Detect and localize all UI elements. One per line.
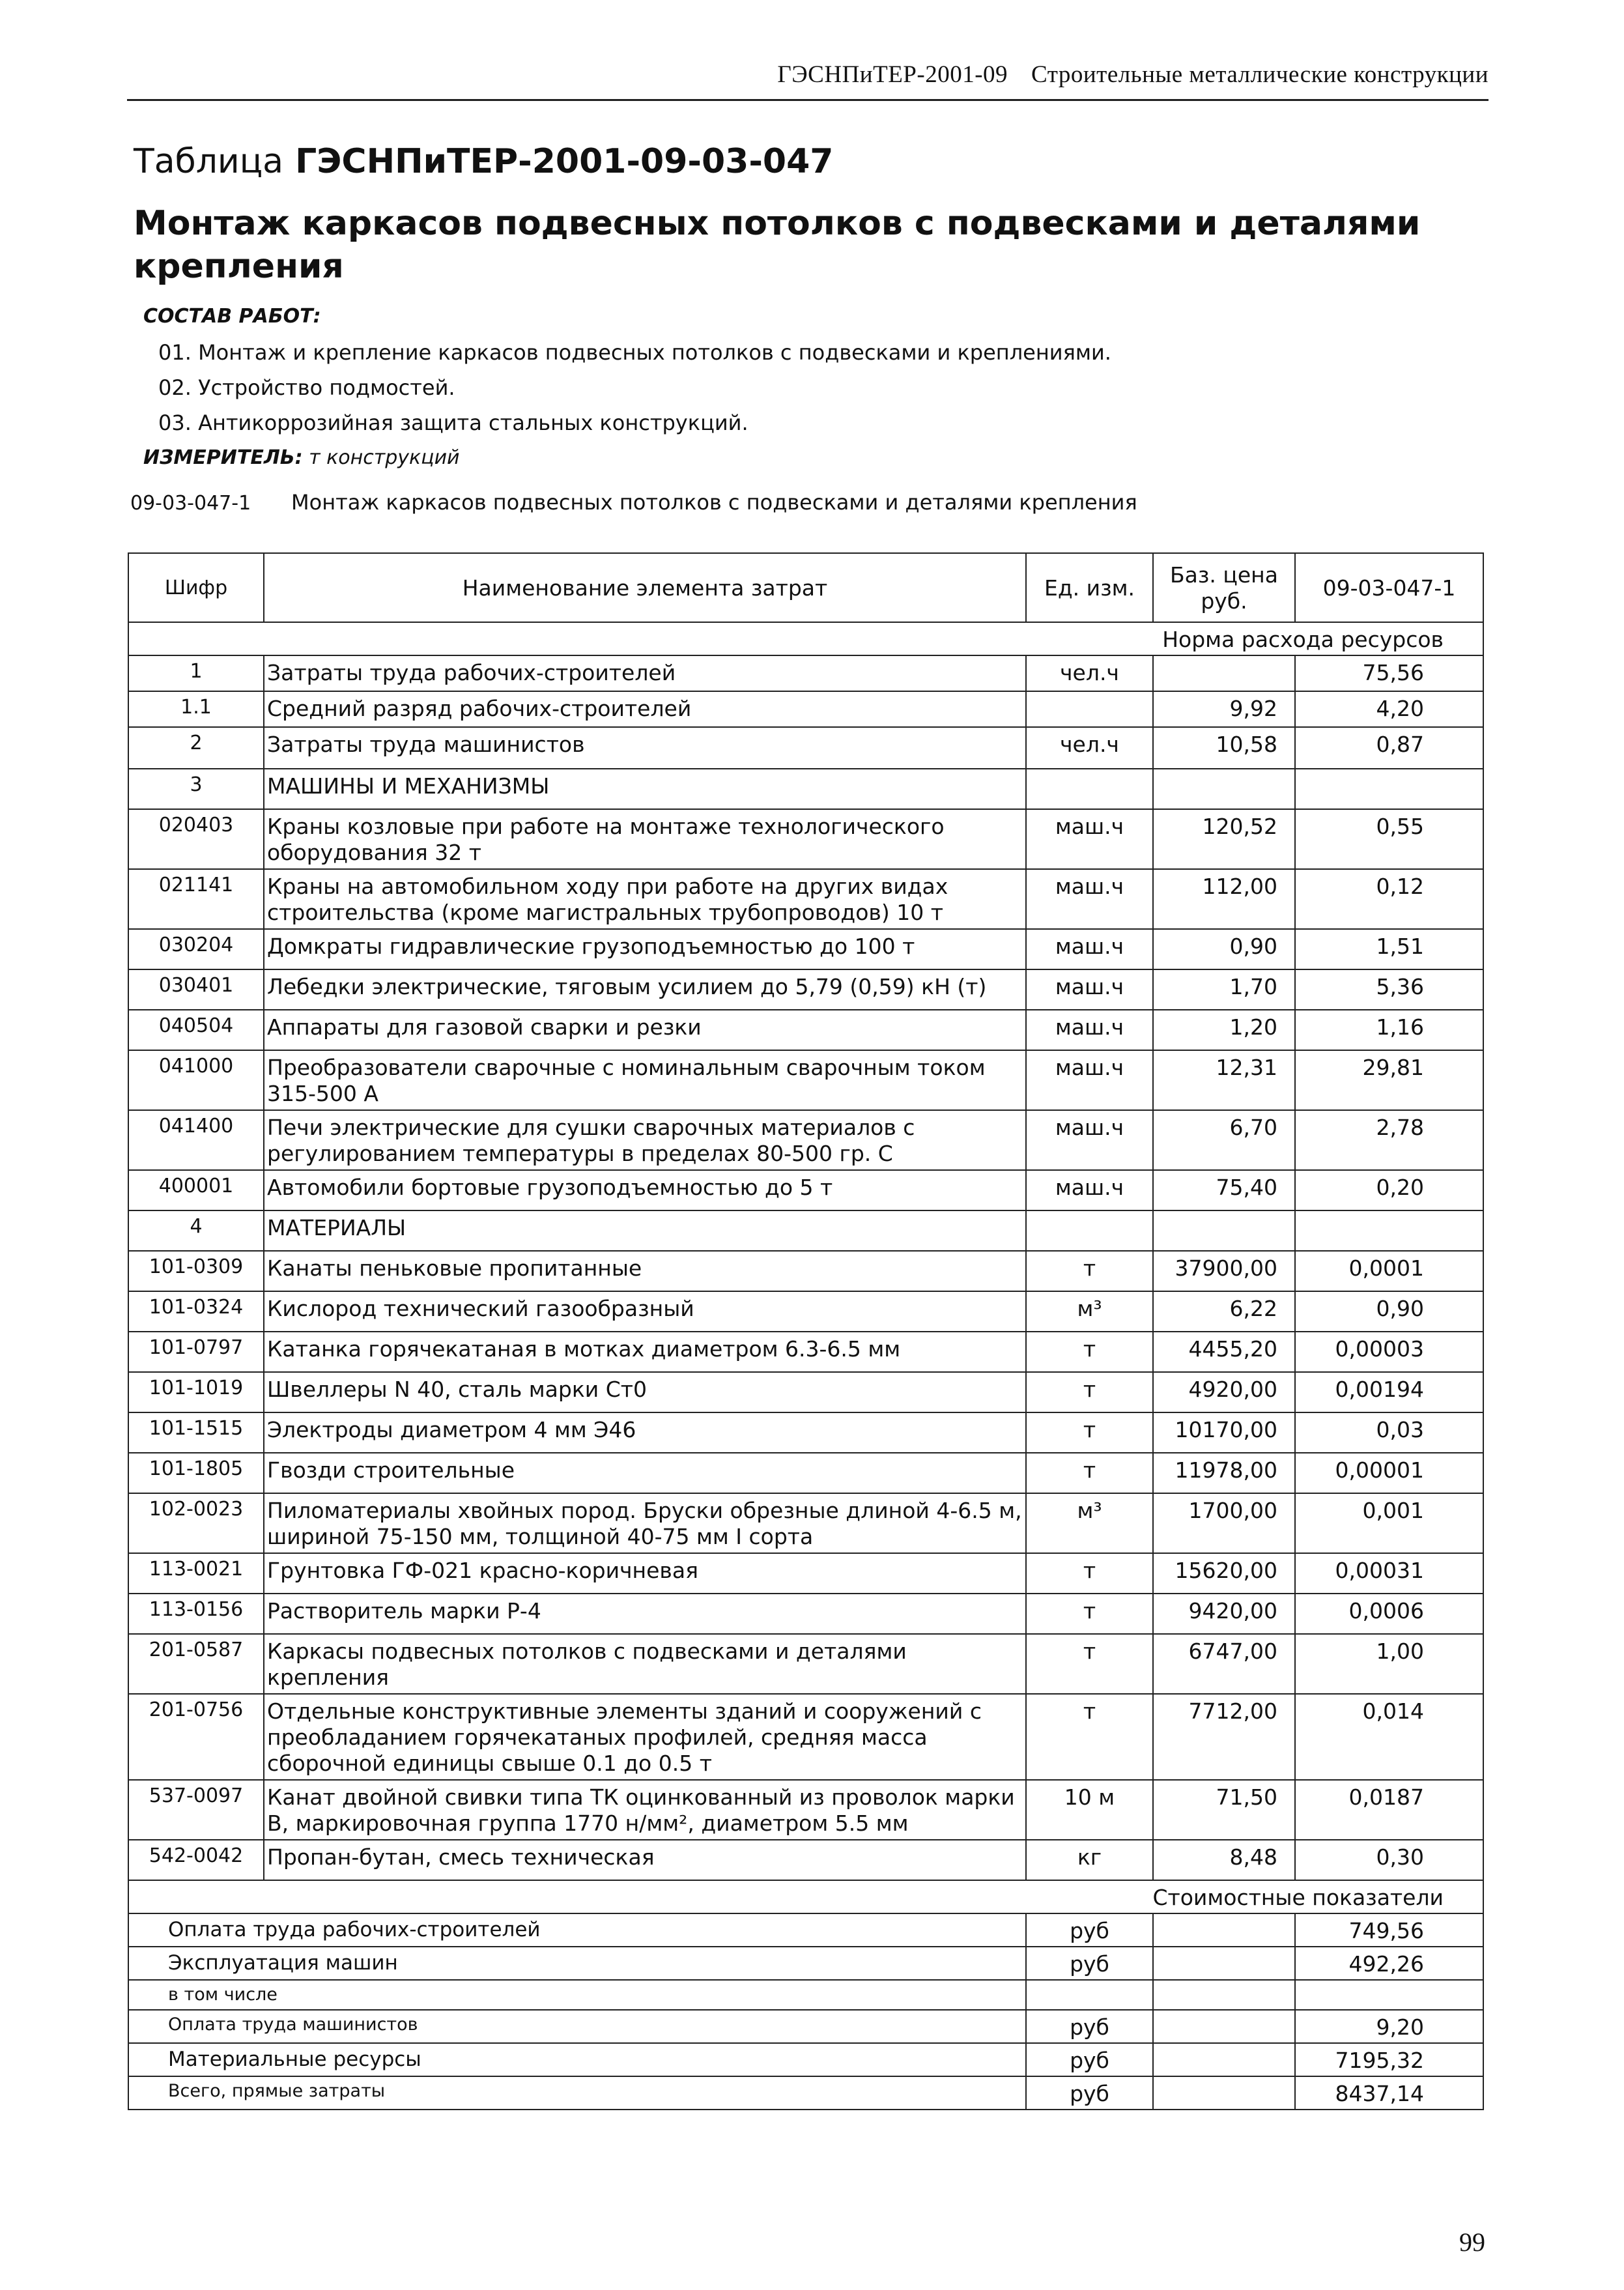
cell-price: 9,92 — [1153, 691, 1295, 727]
cell-name: Катанка горячекатаная в мотках диаметром 6.3-6.5 мм — [264, 1332, 1026, 1372]
cell-code: 020403 — [128, 809, 264, 869]
cell-unit — [1026, 769, 1153, 809]
summary-value: 492,26 — [1295, 1947, 1483, 1980]
measure-label: ИЗМЕРИТЕЛЬ: — [143, 446, 303, 469]
summary-price — [1153, 2010, 1295, 2043]
cell-code: 542-0042 — [128, 1840, 264, 1880]
cell-unit: маш.ч — [1026, 929, 1153, 969]
cell-code: 2 — [128, 727, 264, 769]
cell-price: 1,20 — [1153, 1010, 1295, 1050]
norm-code: 09-03-047-1 — [130, 492, 251, 515]
cell-unit: 10 м — [1026, 1780, 1153, 1840]
cell-name: Швеллеры N 40, сталь марки Ст0 — [264, 1372, 1026, 1412]
table-title — [134, 142, 833, 181]
summary-name: Оплата труда рабочих-строителей — [128, 1913, 1026, 1947]
summary-price — [1153, 2043, 1295, 2076]
cell-code: 1 — [128, 655, 264, 691]
table-row — [128, 1634, 1483, 1694]
summary-row — [128, 1913, 1483, 1947]
cell-value: 29,81 — [1295, 1050, 1483, 1110]
table-title-code: ГЭСНПиТЕР-2001-09-03-047 — [295, 142, 834, 181]
table-row — [128, 769, 1483, 809]
summary-unit: руб — [1026, 2043, 1153, 2076]
header-unit-cell: Ед. изм. — [1026, 553, 1153, 622]
summary-name: Оплата труда машинистов — [128, 2010, 1026, 2043]
running-header — [127, 55, 1489, 101]
summary-unit: руб — [1026, 2076, 1153, 2110]
cell-value: 0,00194 — [1295, 1372, 1483, 1412]
cell-code: 113-0021 — [128, 1553, 264, 1594]
summary-row — [128, 2076, 1483, 2110]
table-row — [128, 1780, 1483, 1840]
cell-unit: т — [1026, 1634, 1153, 1694]
cell-unit: т — [1026, 1412, 1153, 1453]
table-row — [128, 727, 1483, 769]
cell-price: 4920,00 — [1153, 1372, 1295, 1412]
cell-value: 1,51 — [1295, 929, 1483, 969]
cell-code: 400001 — [128, 1170, 264, 1210]
cell-price: 10,58 — [1153, 727, 1295, 769]
cell-price: 9420,00 — [1153, 1594, 1295, 1634]
cell-code: 030401 — [128, 969, 264, 1010]
table-row — [128, 1493, 1483, 1553]
table-row — [128, 869, 1483, 929]
summary-unit: руб — [1026, 1947, 1153, 1980]
cell-unit: маш.ч — [1026, 1110, 1153, 1170]
cell-price: 7712,00 — [1153, 1694, 1295, 1780]
header-price-cell: Баз. цена руб. — [1153, 553, 1295, 622]
cell-name: Пиломатериалы хвойных пород. Бруски обрезные длиной 4-6.5 м, шириной 75-150 мм, толщиной 40-75 мм I сорта — [264, 1493, 1026, 1553]
norm-name: Монтаж каркасов подвесных потолков с подвесками и деталями крепления — [291, 490, 1137, 515]
resource-band-row — [128, 622, 1483, 655]
cell-value: 0,0187 — [1295, 1780, 1483, 1840]
cell-value: 0,0006 — [1295, 1594, 1483, 1634]
header-code-cell: Шифр — [128, 553, 264, 622]
summary-row — [128, 1947, 1483, 1980]
composition-item-3: 03. Антикоррозийная защита стальных конструкций. — [158, 410, 748, 435]
header-value-cell: 09-03-047-1 — [1295, 553, 1483, 622]
cell-name: Преобразователи сварочные с номинальным сварочным током 315-500 А — [264, 1050, 1026, 1110]
cell-value — [1295, 1210, 1483, 1251]
cell-unit: маш.ч — [1026, 869, 1153, 929]
summary-unit — [1026, 1980, 1153, 2010]
cell-value: 0,03 — [1295, 1412, 1483, 1453]
table-subtitle: Монтаж каркасов подвесных потолков с подвесками и деталями крепления — [134, 204, 1421, 286]
cell-price — [1153, 1210, 1295, 1251]
summary-name: Эксплуатация машин — [128, 1947, 1026, 1980]
table-row — [128, 1412, 1483, 1453]
cell-name: Канат двойной свивки типа ТК оцинкованный из проволок марки В, маркировочная группа 1770 н/мм², диаметром 5.5 мм — [264, 1780, 1026, 1840]
cell-name: Грунтовка ГФ-021 красно-коричневая — [264, 1553, 1026, 1594]
cell-name: Аппараты для газовой сварки и резки — [264, 1010, 1026, 1050]
cell-unit: т — [1026, 1332, 1153, 1372]
cell-value: 0,90 — [1295, 1291, 1483, 1332]
cell-name: Канаты пеньковые пропитанные — [264, 1251, 1026, 1291]
table-row — [128, 1372, 1483, 1412]
cell-code: 041000 — [128, 1050, 264, 1110]
cell-unit: чел.ч — [1026, 655, 1153, 691]
cell-name: Затраты труда рабочих-строителей — [264, 655, 1026, 691]
cell-code: 537-0097 — [128, 1780, 264, 1840]
summary-name: в том числе — [128, 1980, 1026, 2010]
summary-value: 749,56 — [1295, 1913, 1483, 1947]
cell-value: 0,87 — [1295, 727, 1483, 769]
cell-value: 0,20 — [1295, 1170, 1483, 1210]
cell-value: 0,014 — [1295, 1694, 1483, 1780]
cell-value: 1,16 — [1295, 1010, 1483, 1050]
cell-code: 040504 — [128, 1010, 264, 1050]
table-row — [128, 1553, 1483, 1594]
cell-code: 041400 — [128, 1110, 264, 1170]
cell-value: 0,30 — [1295, 1840, 1483, 1880]
cell-code: 101-0309 — [128, 1251, 264, 1291]
cell-unit: м³ — [1026, 1291, 1153, 1332]
cell-code: 021141 — [128, 869, 264, 929]
cost-band-row — [128, 1880, 1483, 1913]
table-row — [128, 1453, 1483, 1493]
cell-price — [1153, 655, 1295, 691]
header-section: Строительные металлические конструкции — [1031, 61, 1489, 88]
cell-name: Краны на автомобильном ходу при работе на других видах строительства (кроме магистральных трубопроводов) 10 т — [264, 869, 1026, 929]
cell-unit: маш.ч — [1026, 969, 1153, 1010]
cost-band: Стоимостные показатели — [128, 1880, 1483, 1913]
cell-name: Гвозди строительные — [264, 1453, 1026, 1493]
cell-name: Средний разряд рабочих-строителей — [264, 691, 1026, 727]
cell-price: 8,48 — [1153, 1840, 1295, 1880]
cell-code: 113-0156 — [128, 1594, 264, 1634]
cell-value — [1295, 769, 1483, 809]
cell-price: 120,52 — [1153, 809, 1295, 869]
summary-row — [128, 1980, 1483, 2010]
cell-name: Лебедки электрические, тяговым усилием до 5,79 (0,59) кН (т) — [264, 969, 1026, 1010]
cell-price: 12,31 — [1153, 1050, 1295, 1110]
cell-price: 10170,00 — [1153, 1412, 1295, 1453]
cell-price: 4455,20 — [1153, 1332, 1295, 1372]
table-row — [128, 1594, 1483, 1634]
table-row — [128, 1251, 1483, 1291]
summary-row — [128, 2010, 1483, 2043]
cell-code: 101-1515 — [128, 1412, 264, 1453]
cell-price: 1,70 — [1153, 969, 1295, 1010]
cell-code: 030204 — [128, 929, 264, 969]
cell-value: 0,00003 — [1295, 1332, 1483, 1372]
table-row — [128, 809, 1483, 869]
cell-code: 3 — [128, 769, 264, 809]
summary-price — [1153, 1980, 1295, 2010]
cell-price: 15620,00 — [1153, 1553, 1295, 1594]
cell-value: 75,56 — [1295, 655, 1483, 691]
resource-band: Норма расхода ресурсов — [128, 622, 1483, 655]
summary-unit: руб — [1026, 2010, 1153, 2043]
cell-name: Затраты труда машинистов — [264, 727, 1026, 769]
cell-code: 4 — [128, 1210, 264, 1251]
cell-value: 0,001 — [1295, 1493, 1483, 1553]
cell-value: 0,00001 — [1295, 1453, 1483, 1493]
cell-price: 6,70 — [1153, 1110, 1295, 1170]
composition-item-1: 01. Монтаж и крепление каркасов подвесных потолков с подвесками и креплениями. — [158, 340, 1111, 365]
composition-heading: СОСТАВ РАБОТ: — [143, 305, 321, 328]
summary-row — [128, 2043, 1483, 2076]
cell-unit: т — [1026, 1553, 1153, 1594]
cell-value: 0,0001 — [1295, 1251, 1483, 1291]
cell-name: МАТЕРИАЛЫ — [264, 1210, 1026, 1251]
cell-code: 1.1 — [128, 691, 264, 727]
summary-value: 7195,32 — [1295, 2043, 1483, 2076]
cell-unit: маш.ч — [1026, 1010, 1153, 1050]
table-row — [128, 1110, 1483, 1170]
summary-value: 9,20 — [1295, 2010, 1483, 2043]
cell-unit: т — [1026, 1594, 1153, 1634]
cell-unit — [1026, 1210, 1153, 1251]
cell-price — [1153, 769, 1295, 809]
cell-name: Кислород технический газообразный — [264, 1291, 1026, 1332]
table-row — [128, 969, 1483, 1010]
cell-unit: т — [1026, 1251, 1153, 1291]
cell-unit: т — [1026, 1372, 1153, 1412]
composition-item-2: 02. Устройство подмостей. — [158, 375, 455, 400]
summary-value: 8437,14 — [1295, 2076, 1483, 2110]
cell-value: 4,20 — [1295, 691, 1483, 727]
cell-code: 101-1805 — [128, 1453, 264, 1493]
cell-name: Пропан-бутан, смесь техническая — [264, 1840, 1026, 1880]
cell-name: Печи электрические для сушки сварочных материалов с регулированием температуры в пределах 80-500 гр. С — [264, 1110, 1026, 1170]
cell-name: Растворитель марки Р-4 — [264, 1594, 1026, 1634]
cell-value: 2,78 — [1295, 1110, 1483, 1170]
table-header-row — [128, 553, 1483, 622]
table-row — [128, 1210, 1483, 1251]
cell-code: 101-1019 — [128, 1372, 264, 1412]
cell-name: Автомобили бортовые грузоподъемностью до 5 т — [264, 1170, 1026, 1210]
cell-name: МАШИНЫ И МЕХАНИЗМЫ — [264, 769, 1026, 809]
cell-price: 71,50 — [1153, 1780, 1295, 1840]
summary-name: Материальные ресурсы — [128, 2043, 1026, 2076]
cell-code: 201-0587 — [128, 1634, 264, 1694]
cell-price: 11978,00 — [1153, 1453, 1295, 1493]
table-title-prefix: Таблица — [134, 142, 283, 181]
cell-name: Домкраты гидравлические грузоподъемностью до 100 т — [264, 929, 1026, 969]
cell-unit: т — [1026, 1694, 1153, 1780]
summary-price — [1153, 2076, 1295, 2110]
table-row — [128, 929, 1483, 969]
cell-value: 0,12 — [1295, 869, 1483, 929]
cell-code: 201-0756 — [128, 1694, 264, 1780]
header-code: ГЭСНПиТЕР-2001-09 — [777, 61, 1008, 88]
table-row — [128, 1170, 1483, 1210]
cell-value: 0,55 — [1295, 809, 1483, 869]
cell-price: 6747,00 — [1153, 1634, 1295, 1694]
cell-code: 101-0797 — [128, 1332, 264, 1372]
summary-name: Всего, прямые затраты — [128, 2076, 1026, 2110]
cell-price: 6,22 — [1153, 1291, 1295, 1332]
cell-unit: маш.ч — [1026, 809, 1153, 869]
cell-unit — [1026, 691, 1153, 727]
measure-value: т конструкций — [309, 446, 460, 469]
cell-price: 1700,00 — [1153, 1493, 1295, 1553]
cell-name: Краны козловые при работе на монтаже технологического оборудования 32 т — [264, 809, 1026, 869]
cell-unit: маш.ч — [1026, 1170, 1153, 1210]
cell-unit: т — [1026, 1453, 1153, 1493]
cell-name: Электроды диаметром 4 мм Э46 — [264, 1412, 1026, 1453]
page-number: 99 — [1459, 2227, 1485, 2257]
cell-name: Отдельные конструктивные элементы зданий и сооружений с преобладанием горячекатаных профилей, средняя масса сборочной единицы свыше 0.1 до 0.5 т — [264, 1694, 1026, 1780]
table-row — [128, 1332, 1483, 1372]
cell-code: 102-0023 — [128, 1493, 264, 1553]
cell-unit: м³ — [1026, 1493, 1153, 1553]
cell-value: 0,00031 — [1295, 1553, 1483, 1594]
cell-name: Каркасы подвесных потолков с подвесками и деталями крепления — [264, 1634, 1026, 1694]
cell-code: 101-0324 — [128, 1291, 264, 1332]
table-row — [128, 691, 1483, 727]
cell-unit: кг — [1026, 1840, 1153, 1880]
cell-value: 1,00 — [1295, 1634, 1483, 1694]
table-row — [128, 1050, 1483, 1110]
cell-unit: чел.ч — [1026, 727, 1153, 769]
cell-price: 37900,00 — [1153, 1251, 1295, 1291]
table-row — [128, 1840, 1483, 1880]
table-row — [128, 1694, 1483, 1780]
summary-price — [1153, 1947, 1295, 1980]
table-row — [128, 655, 1483, 691]
table-row — [128, 1010, 1483, 1050]
summary-price — [1153, 1913, 1295, 1947]
measure — [143, 446, 460, 469]
cell-price: 0,90 — [1153, 929, 1295, 969]
cost-table — [128, 552, 1484, 2110]
summary-unit: руб — [1026, 1913, 1153, 1947]
cell-price: 112,00 — [1153, 869, 1295, 929]
summary-value — [1295, 1980, 1483, 2010]
cell-unit: маш.ч — [1026, 1050, 1153, 1110]
cell-price: 75,40 — [1153, 1170, 1295, 1210]
cell-value: 5,36 — [1295, 969, 1483, 1010]
table-row — [128, 1291, 1483, 1332]
header-name-cell: Наименование элемента затрат — [264, 553, 1026, 622]
